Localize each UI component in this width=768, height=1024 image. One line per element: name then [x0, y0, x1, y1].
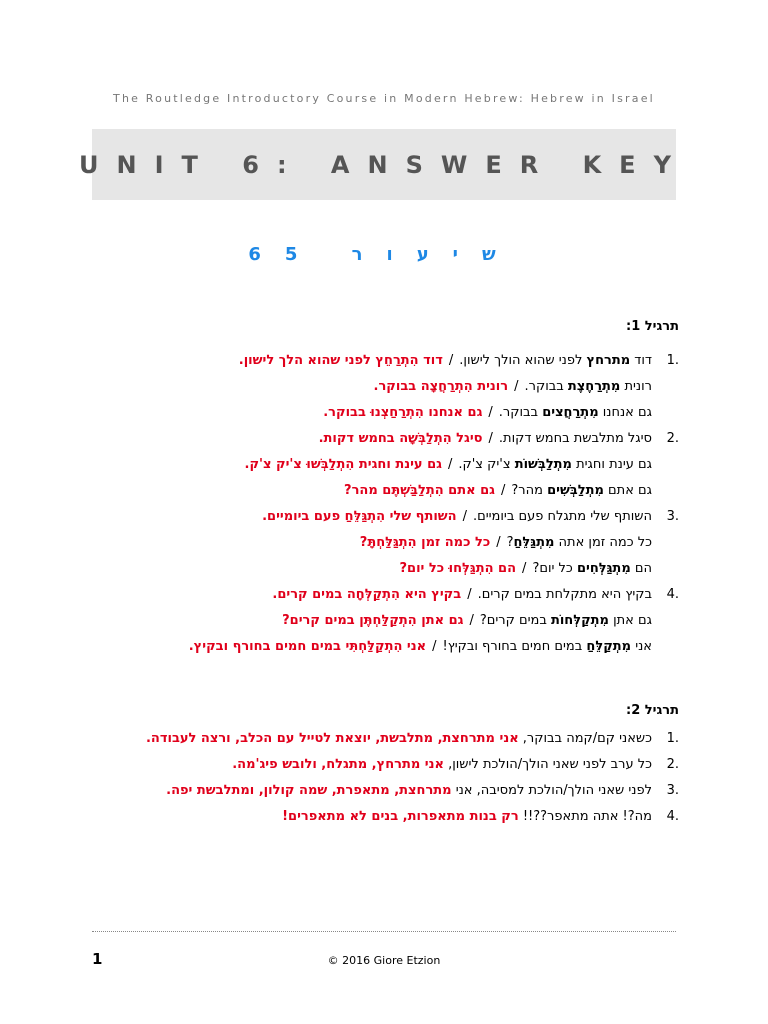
item-number: 1.	[666, 731, 679, 746]
item-number: 2.	[666, 757, 679, 772]
answer: הם הִתְגַּלְּחוּ כל יום?	[399, 561, 517, 576]
list-item	[92, 556, 679, 582]
answer: גם עינת וחגית הִתְלַבְּשׁוּ צ'יק צ'ק.	[244, 457, 442, 472]
exercise-heading: תרגיל 1:	[626, 319, 679, 334]
question: כשאני קם/קמה בבוקר,	[518, 731, 652, 746]
exercise-1-list	[92, 348, 679, 660]
answer: מתרחצת, מתאפרת, שמה קולון, ומתלבשת יפה.	[166, 783, 452, 798]
list-item	[92, 752, 679, 778]
answer: גם אתם הִתְלַבַּשְׁתֶּם מהר?	[344, 483, 495, 498]
separator: /	[448, 353, 454, 368]
list-item	[92, 426, 679, 452]
list-item	[92, 504, 679, 530]
separator: /	[432, 639, 437, 654]
answer: רונית הִתְרַחֲצָה בבוקר.	[373, 379, 509, 394]
list-item	[92, 804, 679, 830]
unit-banner	[79, 129, 689, 200]
question: דוד מתרחץ לפני שהוא הולך לישון.	[459, 353, 652, 368]
separator: /	[447, 457, 453, 472]
unit-title: UNIT 6: ANSWER KEY	[79, 150, 689, 179]
question: גם אנחנו מִתְרַחֲצים בבוקר.	[498, 405, 652, 420]
exercise-heading: תרגיל 2:	[626, 703, 679, 718]
item-number: 4.	[666, 587, 679, 602]
separator: /	[514, 379, 519, 394]
page-number: 1	[92, 950, 103, 968]
question: הם מִתְגַּלְּחִים כל יום?	[532, 561, 652, 576]
question: השותף שלי מתגלח פעם ביומיים.	[472, 509, 652, 524]
item-number: 4.	[666, 809, 679, 824]
answer: בקיץ היא הִתְקַלְּחָה במים קרים.	[272, 587, 462, 602]
list-item	[92, 452, 679, 478]
separator: /	[500, 483, 506, 498]
list-item	[92, 726, 679, 752]
answer: רק בנות מתאפרות, בנים לא מתאפרים!	[282, 809, 519, 824]
separator: /	[467, 587, 472, 602]
answer: גם אתן הִתְקַלַּחְתֶּן במים קרים?	[282, 613, 464, 628]
lesson-title: שיעור 65	[248, 244, 520, 265]
list-item	[92, 374, 679, 400]
separator: /	[496, 535, 501, 550]
question: סיגל מתלבשת בחמש דקות.	[498, 431, 652, 446]
list-item	[92, 634, 679, 660]
footer-divider	[92, 931, 676, 932]
question: גם אתן מִתְקַלְּחוֹת במים קרים?	[479, 613, 652, 628]
question: גם עינת וחגית מִתְלַבְּשׁוֹת צ'יק צ'ק.	[458, 457, 652, 472]
item-number: 1.	[666, 353, 679, 368]
list-item	[92, 478, 679, 504]
question: מה?! אתה מתאפר??!!	[518, 809, 652, 824]
list-item	[92, 400, 679, 426]
list-item	[92, 608, 679, 634]
answer: השותף שלי הִתְגַּלֵּחַ פעם ביומיים.	[262, 509, 457, 524]
separator: /	[488, 405, 493, 420]
item-number: 3.	[666, 783, 679, 798]
question: כל ערב לפני שאני הולך/הולכת לישון,	[443, 757, 652, 772]
list-item	[92, 348, 679, 374]
question: לפני שאני הולך/הולכת למסיבה, אני	[451, 783, 652, 798]
exercise-2-list	[92, 726, 679, 830]
question: אני מִתְקַלֵּחַ במים חמים בחורף ובקיץ!	[442, 639, 652, 654]
answer: אני מתרחצת, מתלבשת, יוצאת לטייל עם הכלב, ורצה לעבודה.	[145, 731, 519, 746]
answer: אני הִתְקַלַּחְתִּי במים חמים בחורף ובקיץ.	[188, 639, 427, 654]
separator: /	[488, 431, 493, 446]
question: גם אתם מִתְלַבְּשִׁים מהר?	[511, 483, 652, 498]
list-item	[92, 778, 679, 804]
list-item	[92, 530, 679, 556]
question: בקיץ היא מתקלחת במים קרים.	[477, 587, 652, 602]
answer: כל כמה זמן הִתְגַּלַּחְתָּ?	[359, 535, 491, 550]
separator: /	[462, 509, 467, 524]
answer: אני מתרחץ, מתגלח, ולובש פיג'מה.	[232, 757, 444, 772]
exercise-1	[92, 316, 679, 660]
list-item	[92, 582, 679, 608]
copyright: © 2016 Giore Etzion	[327, 954, 441, 967]
item-number: 2.	[666, 431, 679, 446]
question: כל כמה זמן אתה מִתְגַּלֵּחַ?	[506, 535, 652, 550]
separator: /	[522, 561, 527, 576]
answer: סיגל הִתְלַבְּשָׁה בחמש דקות.	[318, 431, 483, 446]
item-number: 3.	[666, 509, 679, 524]
answer: גם אנחנו הִתְרַחַצְנוּ בבוקר.	[323, 405, 483, 420]
question: רונית מִתְרַחֶצֶת בבוקר.	[524, 379, 652, 394]
running-title: The Routledge Introductory Course in Modern Hebrew: Hebrew in Israel	[113, 92, 655, 105]
separator: /	[469, 613, 474, 628]
exercise-2	[92, 700, 679, 830]
answer: דוד הִתְרַחֵץ לפני שהוא הלך לישון.	[238, 353, 443, 368]
